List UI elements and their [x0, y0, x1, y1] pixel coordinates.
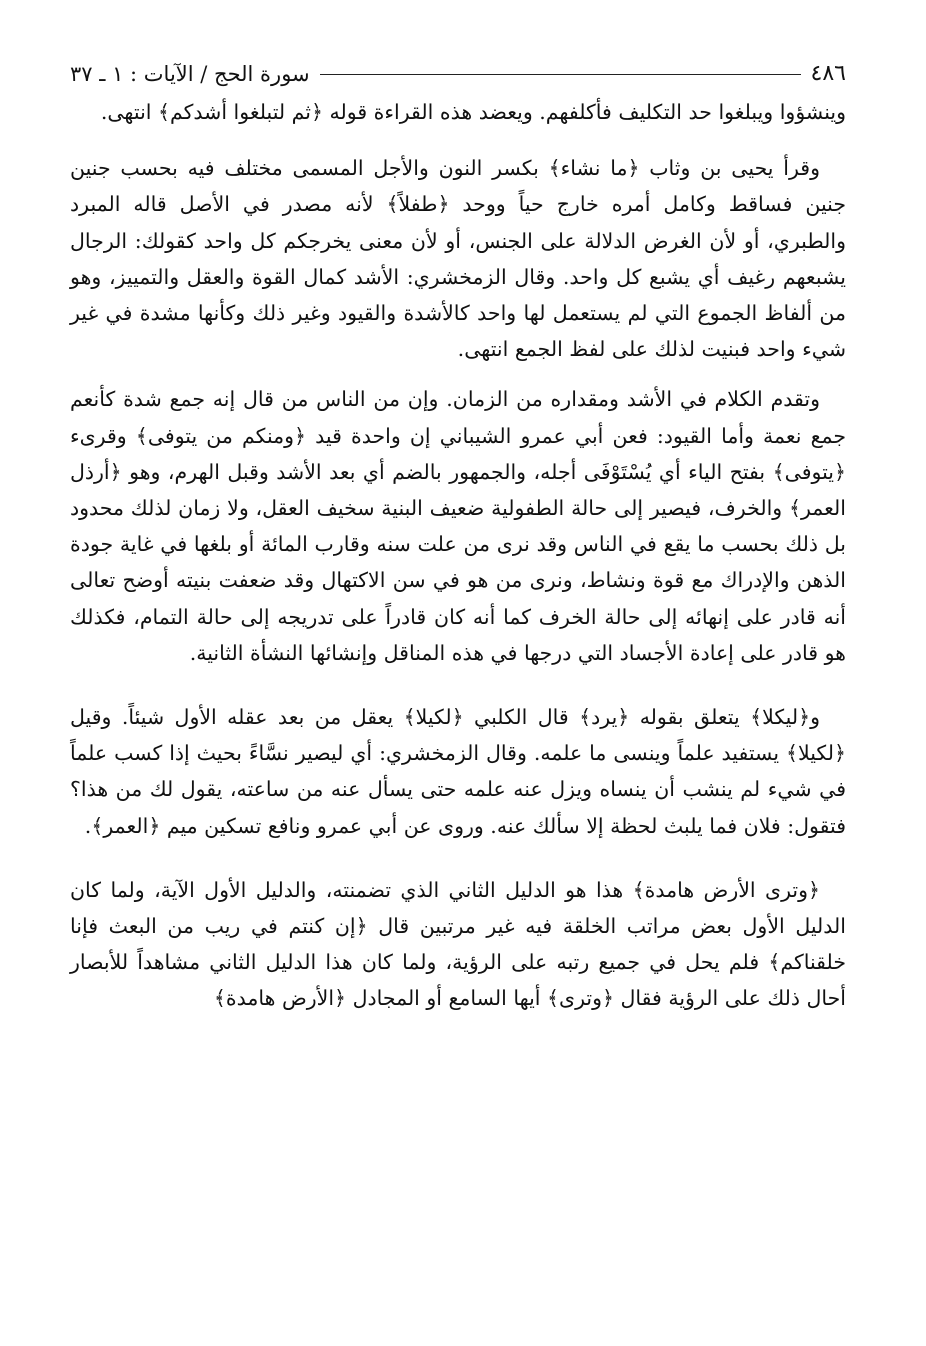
paragraph-4: و﴿ليكلا﴾ يتعلق بقوله ﴿يرد﴾ قال الكلبي ﴿لكيلا﴾ يعقل من بعد عقله الأول شيئاً. وقيل ﴿لكيلا﴾ يستفيد علماً وينسى ما علمه. وقال الزمخشري: أي ليصير نسَّاءً بحيث إذا كسب علماً في شيء لم ينشب أن ينساه ويزل عنه علمه حتى يسأل عنه من ساعته، يقول لك من هذا؟ فتقول: فلان فما يلبث لحظة إلا سألك عنه. وروى عن أبي عمرو ونافع تسكين ميم ﴿العمر﴾. [70, 705, 846, 838]
running-title: سورة الحج / الآيات : ١ ـ ٣٧ [70, 62, 310, 86]
paragraph-1: وينشؤوا ويبلغوا حد التكليف فأكلفهم. ويعضد هذه القراءة قوله ﴿ثم لتبلغوا أشدكم﴾ انتهى. [100, 100, 846, 124]
paragraph-3: وتقدم الكلام في الأشد ومقداره من الزمان. وإن من الناس من قال إنه جمع شدة كأنعم جمع نعمة وأما القيود: فعن أبي عمرو الشيباني إن واحدة قيد ﴿ومنكم من يتوفى﴾ وقرىء ﴿يتوفى﴾ بفتح الياء أي يُسْتَوْفَى أجله، والجمهور بالضم أي بعد الأشد وقبل الهرم، وهو ﴿أرذل العمر﴾ والخرف، فيصير إلى حالة الطفولية ضعيف البنية سخيف العقل، ولا زمان لذلك محدود بل ذلك بحسب ما يقع في الناس وقد نرى من علت سنه وقارب المائة أو بلغها في غاية جودة الذهن والإدراك مع قوة ونشاط، ونرى من هو في سن الاكتهال وقد ضعفت بنيته أوضح تعالى أنه قادر على إنهائه إلى حالة الخرف كما أنه كان قادراً على تدريجه إلى حالة التمام، فكذلك هو قادر على إعادة الأجساد التي درجها في هذه المناقل وإنشائها النشأة الثانية. [70, 387, 846, 665]
page-header [70, 56, 846, 92]
book-page [70, 56, 846, 1017]
paragraph-5: ﴿وترى الأرض هامدة﴾ هذا هو الدليل الثاني الذي تضمنته، والدليل الأول الآية، ولما كان الدليل الأول بعض مراتب الخلقة فيه غير مرتبين قال ﴿إن كنتم في ريب من البعث فإنا خلقناكم﴾ فلم يحل في جميع رتبه على الرؤية، ولما كان هذا الدليل الثاني مشاهداً للأبصار أحال ذلك على الرؤية فقال ﴿وترى﴾ أيها السامع أو المجادل ﴿الأرض هامدة﴾ [70, 877, 846, 1011]
page-number: ٤٨٦ [810, 61, 846, 86]
header-rule [320, 74, 801, 75]
paragraph-2: وقرأ يحيى بن وثاب ﴿ما نشاء﴾ بكسر النون والأجل المسمى مختلف فيه بحسب جنين جنين فساقط وكامل أمره خارج حياً ووحد ﴿طفلاً﴾ لأنه مصدر في الأصل قاله المبرد والطبري، أو لأن الغرض الدلالة على الجنس، أو لأن معنى يخرجكم كل واحد كقولك: الرجال يشبعهم رغيف أي يشبع كل واحد. وقال الزمخشري: الأشد كمال القوة والعقل والتمييز، وهو من ألفاظ الجموع التي لم يستعمل لها واحد كالأشدة والقيود وغير ذلك وكأنها مشدة في غير شيء واحد فبنيت لذلك على لفظ الجمع انتهى. [70, 156, 846, 362]
